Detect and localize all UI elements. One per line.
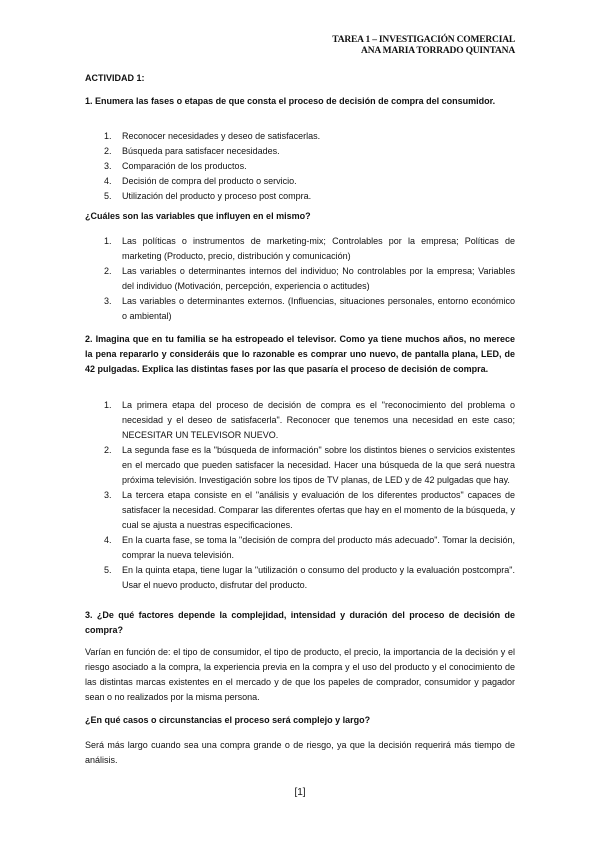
list-item: 5. Utilización del producto y proceso post compra. [104,191,312,201]
question-text: Imagina que en tu familia se ha estropeado el televisor. Como ya tiene muchos años, no merece la pena repararlo y consideráis que lo razonable es comprar uno nuevo, de pantalla plana, LED, de 42 pulgadas. Explica las distintas fases por las que pasaría el proceso de decisión de compra. [85,334,515,374]
list-item: 3. Comparación de los productos. [104,161,247,171]
answer-3: Varían en función de: el tipo de consumidor, el tipo de producto, el precio, la importancia de la decisión y el riesgo asociado a la compra, la experiencia previa en la compra y el uso del producto y el conocimiento de las distintas marcas existentes en el mercado y de que los papeles de comprador, consumidor y pagador sean o no realizados por la misma persona. [85,647,515,702]
question-2 [85,332,515,377]
question-text: Enumera las fases o etapas de que consta el proceso de decisión de compra del consumidor. [95,96,496,106]
question-text: ¿De qué factores depende la complejidad, intensidad y duración del proceso de decisión de compra? [85,610,515,635]
list-item: 1. Las políticas o instrumentos de marketing-mix; Controlables por la empresa; Políticas de marketing (Producto, precio, distribución y comunicación) [104,236,515,261]
list-item: 4. Decisión de compra del producto o servicio. [104,176,297,186]
list-item: 1. Reconocer necesidades y deseo de satisfacerlas. [104,131,321,141]
list-item: 2. Las variables o determinantes internos del individuo; No controlables por la empresa; Variables del individuo (Motivación, percepción, experiencia o actitudes) [104,266,515,291]
tv-phases-list [85,398,515,593]
variables-list [85,234,515,324]
question-3 [85,608,515,638]
list-item: 2. Búsqueda para satisfacer necesidades. [104,146,280,156]
complex-question: ¿En qué casos o circunstancias el proceso será complejo y largo? [85,715,371,725]
list-item: 3. Las variables o determinantes externos. (Influencias, situaciones personales, entorno económico o ambiental) [104,296,515,321]
question-1 [85,94,515,109]
question-number: 3. [85,610,93,620]
list-item: 4. En la cuarta fase, se toma la "decisión de compra del producto más adecuado". Tomar la decisión, comprar la nueva televisión. [104,535,515,560]
header-author: ANA MARIA TORRADO QUINTANA [361,46,515,56]
complex-answer: Será más largo cuando sea una compra grande o de riesgo, ya que la decisión requerirá más tiempo de análisis. [85,740,515,765]
list-item: 2. La segunda fase es la "búsqueda de información" sobre los distintos bienes o servicios existentes en el mercado que pueden satisfacer la necesidad. Hacer una búsqueda de la que será nuestra próxima televisión. Investigación sobre los tipos de TV planas, de LED y de 42 pulgadas que hay. [104,445,515,485]
question-number: 2. [85,334,93,344]
list-item: 3. La tercera etapa consiste en el "análisis y evaluación de los diferentes productos" capaces de satisfacer la necesidad. Comparar las diferentes ofertas que hay en el momento de la búsqueda, y cual se ajusta a nuestras especificaciones. [104,490,515,530]
page-header [332,35,515,57]
activity-heading: ACTIVIDAD 1: [85,73,145,83]
variables-question: ¿Cuáles son las variables que influyen en el mismo? [85,211,311,221]
phases-list [85,129,515,204]
question-number: 1. [85,96,93,106]
page-number: [1] [294,787,306,798]
header-title: TAREA 1 – INVESTIGACIÓN COMERCIAL [332,35,515,45]
list-item: 5. En la quinta etapa, tiene lugar la "utilización o consumo del producto y la evaluación postcompra". Usar el nuevo producto, disfrutar del producto. [104,565,515,590]
list-item: 1. La primera etapa del proceso de decisión de compra es el "reconocimiento del problema o necesidad y el deseo de satisfacerla". Reconocer que tenemos una necesidad en este caso; NECESITAR UN TELEVISOR NUEVO. [104,400,515,440]
